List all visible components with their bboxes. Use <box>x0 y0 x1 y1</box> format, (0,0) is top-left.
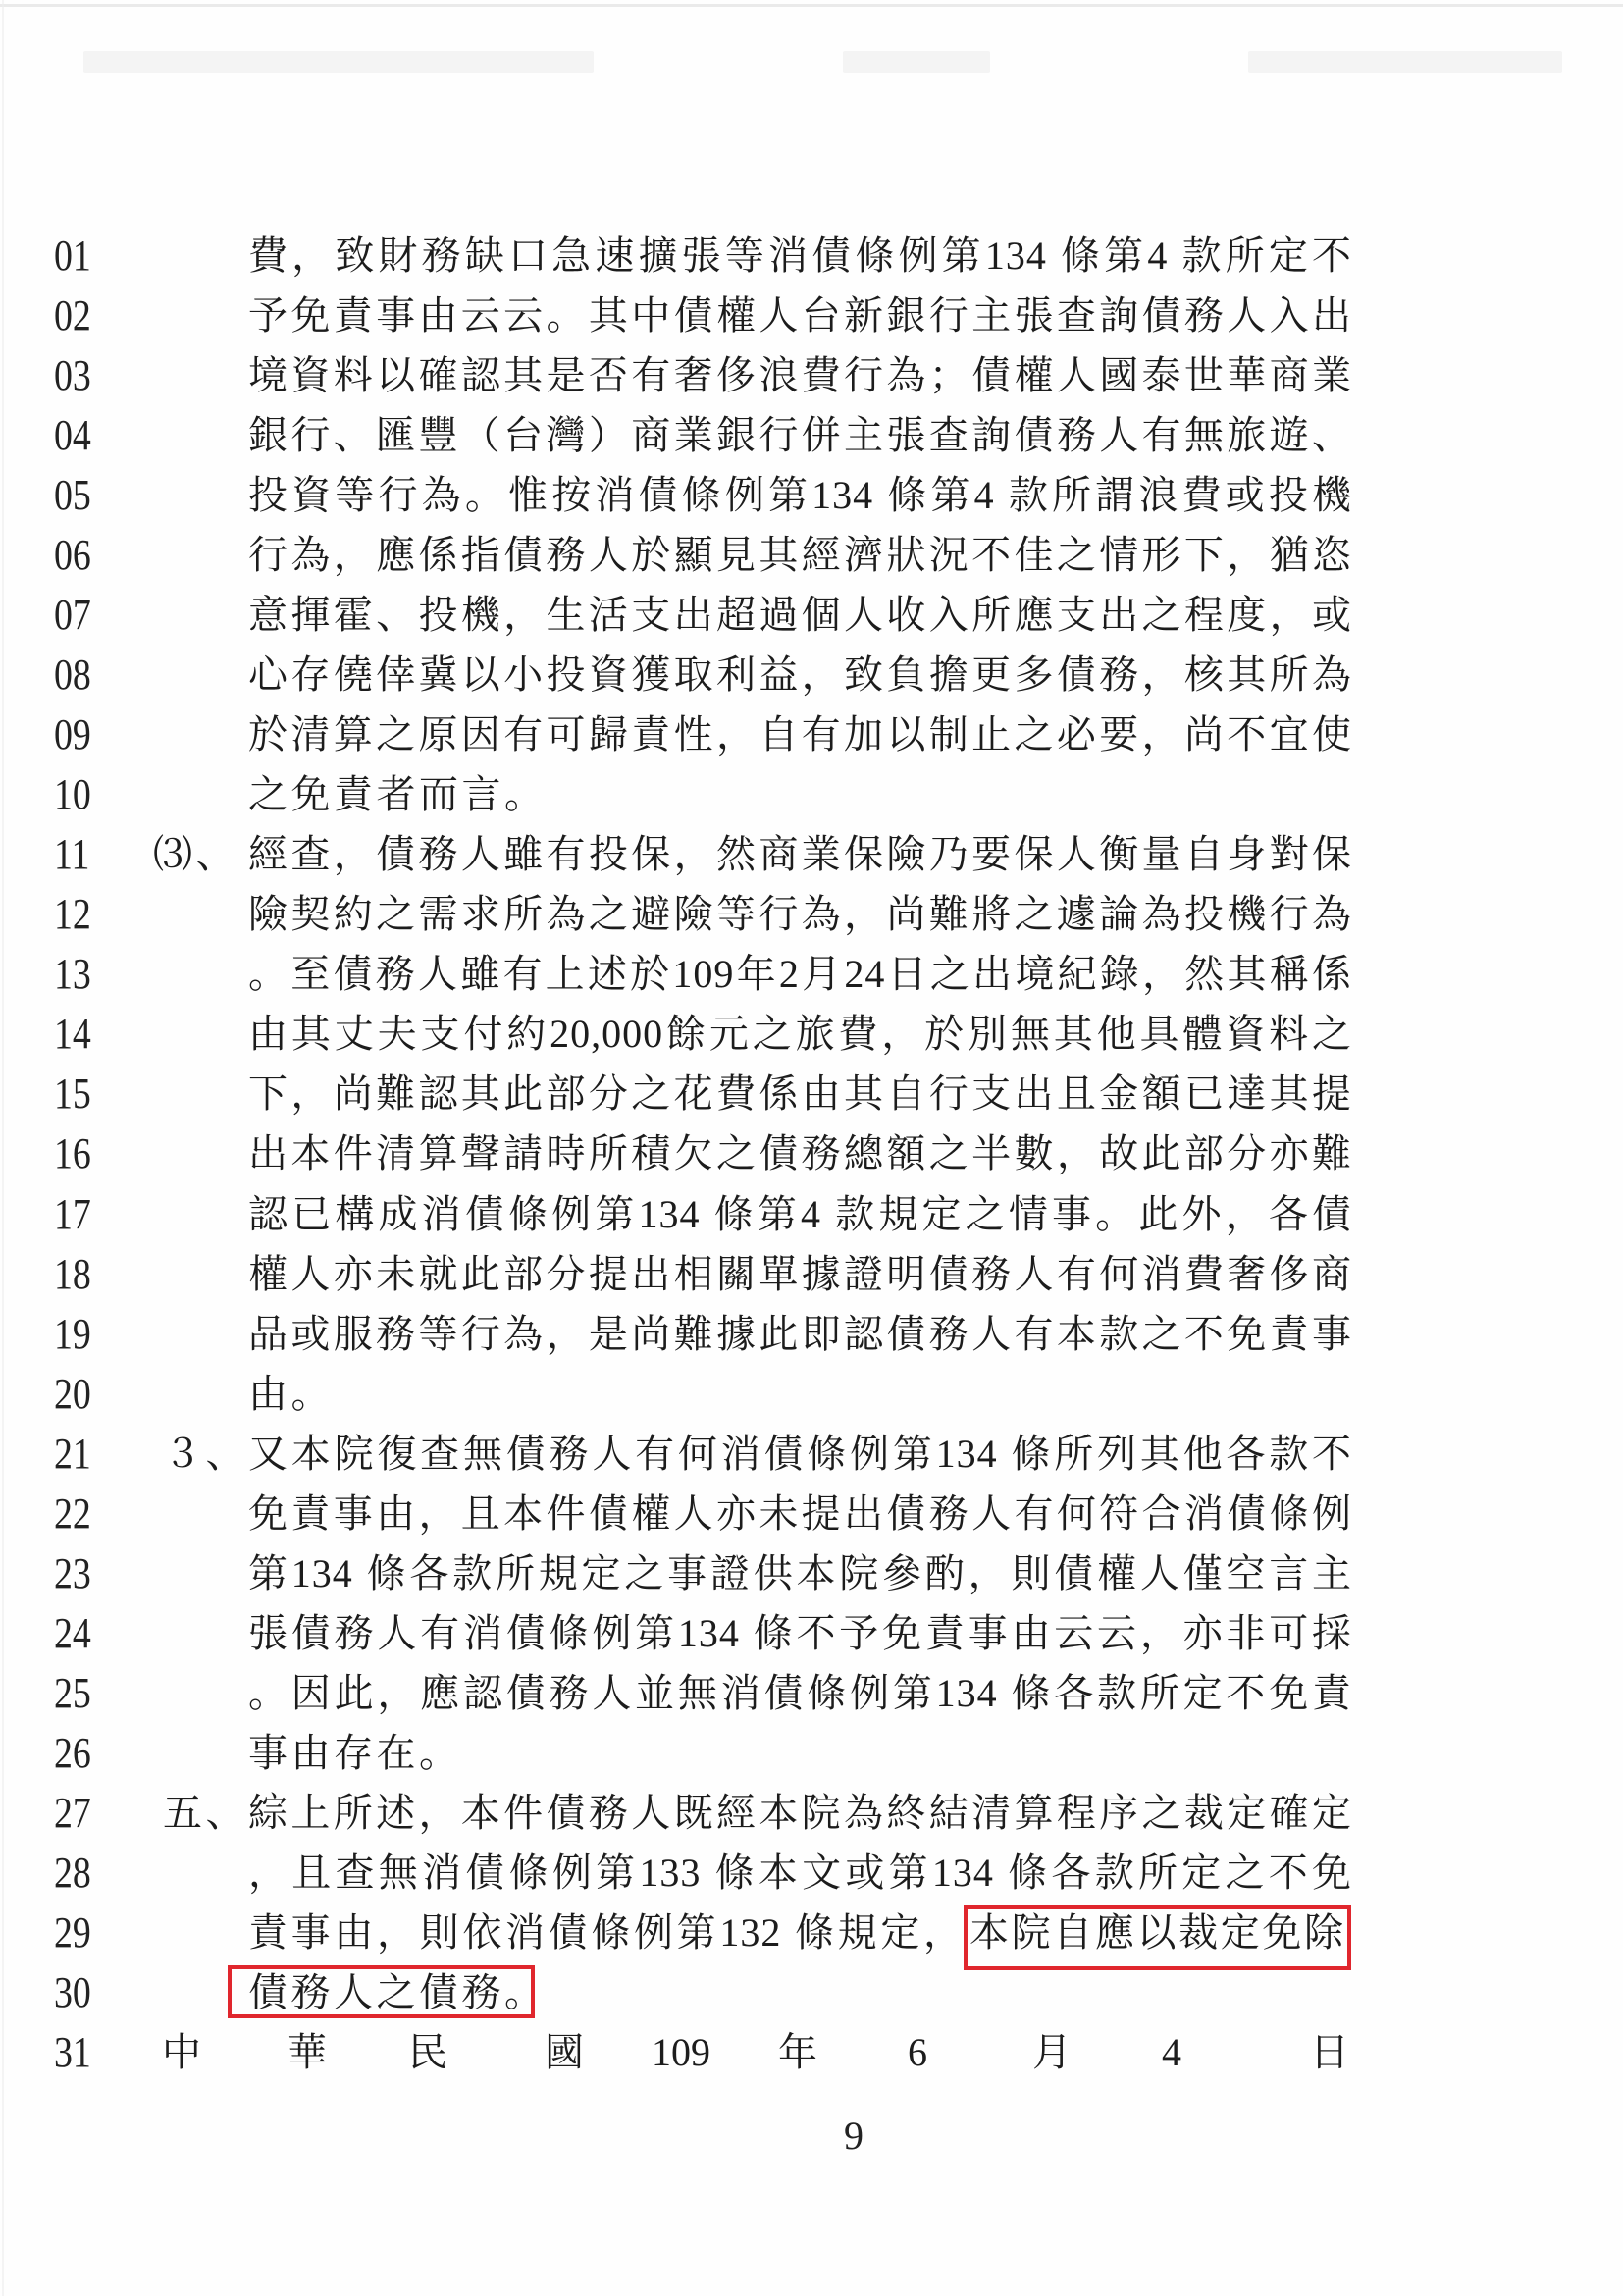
line-text: 行為，應係指債務人於顯見其經濟狀況不佳之情形下，猶恣 <box>248 532 1352 577</box>
line-number: 02 <box>54 290 91 339</box>
date-line <box>0 2022 1623 2082</box>
document-body <box>0 226 1623 2083</box>
line-text: 責事由，則依消債條例第132 條規定， <box>248 1910 964 1956</box>
document-line <box>0 1723 1623 1783</box>
document-line <box>0 704 1623 764</box>
line-text: 免責事由，且本件債權人亦未提出債務人有何符合消債條例 <box>248 1490 1352 1536</box>
document-line <box>0 405 1623 465</box>
line-number: 11 <box>54 830 90 879</box>
line-number: 06 <box>54 530 91 579</box>
document-line <box>0 585 1623 645</box>
page-number: 9 <box>844 2113 864 2158</box>
document-line <box>0 286 1623 345</box>
line-text: 認已構成消債條例第134 條第4 款規定之情事。此外，各債 <box>248 1191 1352 1236</box>
line-text: 費，致財務缺口急速擴張等消債條例第134 條第4 款所定不 <box>248 233 1352 278</box>
line-number: 22 <box>54 1488 91 1538</box>
line-number: 05 <box>54 470 91 519</box>
document-line <box>0 1424 1623 1484</box>
line-number: 13 <box>54 950 91 999</box>
highlight-box <box>228 1965 548 2018</box>
line-text: 境資料以確認其是否有奢侈浪費行為；債權人國泰世華商業 <box>248 352 1352 397</box>
line-number: 18 <box>54 1249 91 1298</box>
line-text: 於清算之原因有可歸責性，自有加以制止之必要，尚不宜使 <box>248 712 1352 757</box>
document-line <box>0 1843 1623 1903</box>
document-line <box>0 764 1623 824</box>
date-month-label: 月 <box>1032 2030 1072 2075</box>
line-text: 。因此，應認債務人並無消債條例第134 條各款所定不免責 <box>248 1671 1352 1715</box>
line-text: 由。 <box>248 1371 334 1416</box>
document-line <box>0 525 1623 585</box>
line-text: 第134 條各款所規定之事證供本院參酌，則債權人僅空言主 <box>248 1550 1352 1595</box>
line-text: 張債務人有消債條例第134 條不予免責事由云云，亦非可採 <box>248 1610 1352 1655</box>
line-number: 26 <box>54 1729 91 1778</box>
document-line <box>0 824 1623 884</box>
document-line <box>0 1004 1623 1064</box>
date-era-char: 中 <box>162 2030 201 2075</box>
line-number: 16 <box>54 1129 91 1178</box>
document-line <box>0 944 1623 1004</box>
line-number: 14 <box>54 1010 91 1059</box>
scan-bleed-through <box>843 51 990 73</box>
line-text: 意揮霍、投機，生活支出超過個人收入所應支出之程度，或 <box>248 592 1352 637</box>
line-number: 31 <box>54 2028 91 2077</box>
document-line <box>0 645 1623 704</box>
document-line <box>0 1962 1623 2022</box>
document-line <box>0 226 1623 286</box>
line-text: 又本院復查無債務人有何消債條例第134 條所列其他各款不 <box>248 1431 1352 1476</box>
line-number: 30 <box>54 1968 91 2017</box>
line-number: 07 <box>54 590 91 639</box>
line-text: 出本件清算聲請時所積欠之債務總額之半數，故此部分亦難 <box>248 1131 1352 1176</box>
line-number: 24 <box>54 1608 91 1657</box>
line-text: 綜上所述，本件債務人既經本院為終結清算程序之裁定確定 <box>248 1791 1352 1836</box>
document-line <box>0 1663 1623 1723</box>
line-number: 28 <box>54 1849 91 1898</box>
date-year: 109 <box>652 2030 710 2075</box>
line-text: 心存僥倖冀以小投資獲取利益，致負擔更多債務，核其所為 <box>248 652 1352 697</box>
highlight-box <box>964 1905 1351 1970</box>
line-number: 04 <box>54 410 91 459</box>
line-text: 予免責事由云云。其中債權人台新銀行主張查詢債務人入出 <box>248 292 1352 338</box>
date-year-label: 年 <box>778 2030 817 2075</box>
date-era-char: 國 <box>545 2030 584 2075</box>
document-line <box>0 1184 1623 1244</box>
line-text: 權人亦未就此部分提出相關單據證明債務人有何消費奢侈商 <box>248 1251 1352 1296</box>
line-number: 27 <box>54 1789 91 1838</box>
line-number: 21 <box>54 1429 91 1478</box>
line-number: 23 <box>54 1548 91 1597</box>
line-text: 投資等行為。惟按消債條例第134 條第4 款所謂浪費或投機 <box>248 472 1352 517</box>
document-line <box>0 1783 1623 1843</box>
line-text: 事由存在。 <box>248 1731 462 1776</box>
document-line <box>0 1304 1623 1364</box>
line-number: 10 <box>54 770 91 819</box>
scan-edge-top <box>0 4 1623 7</box>
line-text: 之免責者而言。 <box>248 772 548 817</box>
date-day-label: 日 <box>1310 2030 1349 2075</box>
line-text: 銀行、匯豐（台灣）商業銀行併主張查詢債務人有無旅遊、 <box>248 412 1352 457</box>
line-number: 25 <box>54 1669 91 1717</box>
date-era-char: 民 <box>408 2030 447 2075</box>
document-line <box>0 345 1623 405</box>
document-line <box>0 1123 1623 1183</box>
highlighted-text: 本院自應以裁定免除 <box>969 1909 1344 1955</box>
document-line <box>0 1244 1623 1304</box>
line-text: 品或服務等行為，是尚難據此即認債務人有本款之不免責事 <box>248 1311 1352 1356</box>
line-number: 19 <box>54 1309 91 1358</box>
document-line <box>0 884 1623 944</box>
document-line <box>0 1364 1623 1424</box>
line-text: 險契約之需求所為之避險等行為，尚難將之遽論為投機行為 <box>248 892 1352 937</box>
scan-bleed-through <box>83 51 594 73</box>
document-line <box>0 465 1623 525</box>
line-number: 08 <box>54 650 91 699</box>
line-number: 29 <box>54 1908 91 1957</box>
line-number: 09 <box>54 710 91 758</box>
list-marker: ３、 <box>163 1431 248 1476</box>
scan-bleed-through <box>1248 51 1562 73</box>
line-text: ，且查無消債條例第133 條本文或第134 條各款所定之不免 <box>248 1851 1352 1896</box>
date-day: 4 <box>1162 2030 1181 2075</box>
line-number: 15 <box>54 1070 91 1119</box>
date-era-char: 華 <box>288 2030 327 2075</box>
document-line <box>0 1064 1623 1123</box>
line-text: 下，尚難認其此部分之花費係由其自行支出且金額已達其提 <box>248 1071 1352 1117</box>
date-month: 6 <box>908 2030 927 2075</box>
document-line <box>0 1543 1623 1603</box>
list-marker: 五、 <box>163 1791 248 1836</box>
line-number: 12 <box>54 890 91 939</box>
line-number: 03 <box>54 350 91 399</box>
document-line <box>0 1603 1623 1663</box>
document-line <box>0 1903 1623 1962</box>
line-number: 01 <box>54 231 91 280</box>
line-text: 經查，債務人雖有投保，然商業保險乃要保人衡量自身對保 <box>248 832 1352 877</box>
line-text: 由其丈夫支付約20,000餘元之旅費，於別無其他具體資料之 <box>248 1012 1352 1057</box>
line-number: 17 <box>54 1189 91 1238</box>
list-marker: ⑶、 <box>153 832 238 877</box>
document-line <box>0 1484 1623 1543</box>
highlighted-text: 債務人之債務。 <box>248 1969 548 2014</box>
line-number: 20 <box>54 1369 91 1418</box>
line-text: 。至債務人雖有上述於109年2月24日之出境紀錄，然其稱係 <box>248 952 1352 997</box>
